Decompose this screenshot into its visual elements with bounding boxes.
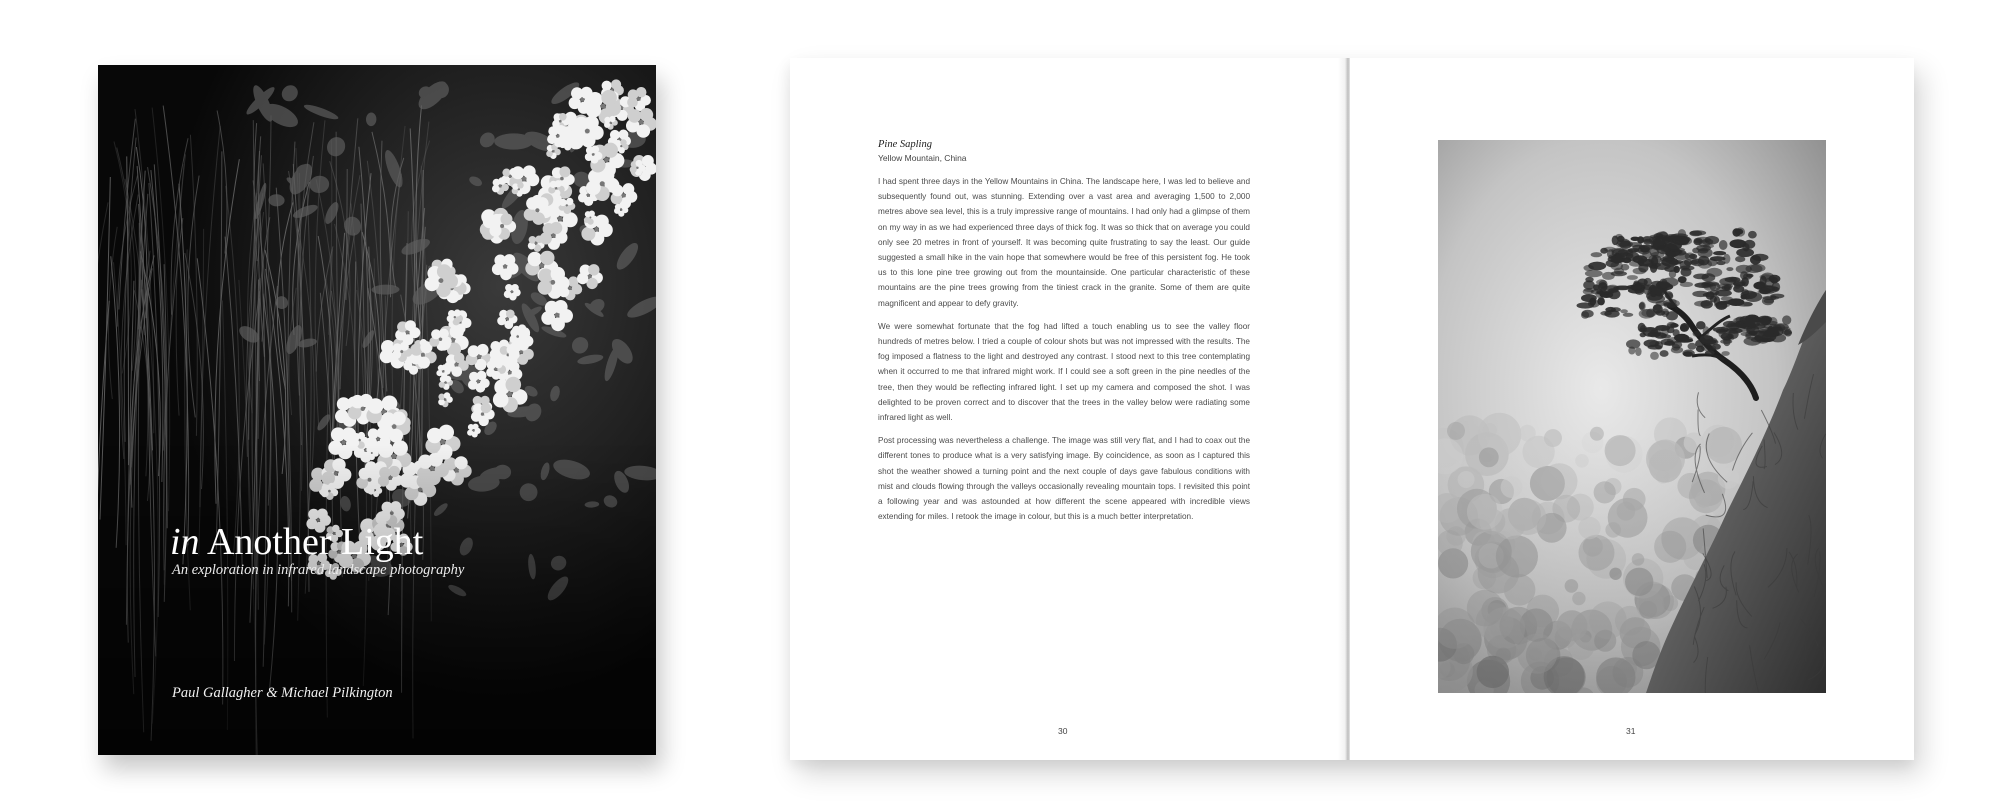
cover-flower-image (98, 65, 656, 755)
body-paragraph: We were somewhat fortunate that the fog had lifted a touch enabling us to see the valley floor hundreds of metres below. I tried a couple of colour shots but was not impressed with the results. The fog imposed a flatness to the light and destroyed any contrast. I stood next to this tree contemplating when it occurred to me that infrared might work. If I could see a soft green in the pine needles of the tree, then they would be reflecting infrared light. I set up my camera and composed the shot. I was delighted to be proven correct and to discover that the trees in the valley below were radiating some infrared light as well. (878, 321, 1250, 423)
pine-tree-photo (1438, 140, 1826, 693)
cover-title-prefix: in (170, 521, 200, 563)
book-cover (98, 65, 656, 755)
left-page (790, 58, 1346, 760)
cover-subtitle: An exploration in infrared landscape photography (172, 562, 465, 578)
right-page (1350, 58, 1914, 760)
plate-text (878, 138, 1250, 532)
cover-title-main: Another Light (206, 521, 424, 563)
page-number-left: 30 (1058, 726, 1068, 736)
body-paragraph: Post processing was nevertheless a challenge. The image was still very flat, and I had to coax out the different tones to produce what is a very satisfying image. By coincidence, as soon as I captured this shot the weather showed a turning point and the next couple of days gave fabulous conditions with mist and clouds flowing through the valleys occasionally revealing mountain tops. I revisited this point a following year and was astounded at how different the scene appeared with incredible views extending for miles. I retook the image in colour, but this is a much better interpretation. (878, 436, 1250, 522)
cover-title (170, 520, 423, 564)
book-spread (790, 58, 1914, 760)
plate-location: Yellow Mountain, China (878, 153, 967, 163)
page-number-right: 31 (1626, 726, 1636, 736)
body-paragraph: I had spent three days in the Yellow Mountains in China. The landscape here, I was led to believe and subsequently found out, was stunning. Extending over a vast area and averaging 1,500 to 2,000 metres above sea level, this is a truly impressive range of mountains. I had only had a glimpse of them on my way in as we had experienced three days of thick fog. It was so thick that on average you could only see 20 metres in front of yourself. It was becoming quite frustrating to say the least. Our guide suggested a small hike in the vain hope that somewhere would be free of this persistent fog. He took us to this lone pine tree growing out from the mountainside. One particular characteristic of these mountains are the pine trees growing from the tiniest crack in the granite. Some of them are quite magnificent and appear to defy gravity. (878, 177, 1250, 308)
cover-authors: Paul Gallagher & Michael Pilkington (172, 685, 393, 701)
plate-title: Pine Sapling (878, 139, 932, 150)
